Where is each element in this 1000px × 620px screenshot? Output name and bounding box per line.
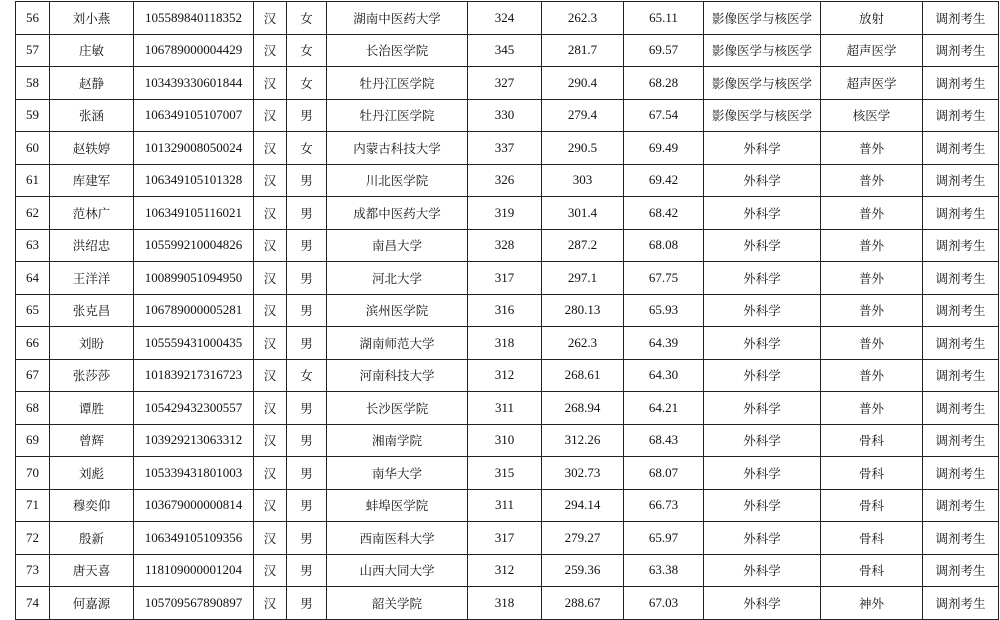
- school-cell: 南华大学: [327, 457, 468, 490]
- candidate-type-cell: 调剂考生: [923, 392, 999, 425]
- direction-cell: 核医学: [821, 99, 923, 132]
- preliminary-score-cell: 317: [468, 522, 542, 555]
- ethnicity-cell: 汉: [254, 34, 287, 67]
- total-score-cell: 68.28: [624, 67, 704, 100]
- preliminary-score-cell: 318: [468, 587, 542, 620]
- school-cell: 内蒙古科技大学: [327, 132, 468, 165]
- preliminary-score-cell: 337: [468, 132, 542, 165]
- exam-id-cell: 103439330601844: [134, 67, 254, 100]
- name-cell: 唐天喜: [50, 554, 134, 587]
- total-score-cell: 65.97: [624, 522, 704, 555]
- exam-id-cell: 106349105107007: [134, 99, 254, 132]
- exam-id-cell: 100899051094950: [134, 262, 254, 295]
- retest-score-cell: 303: [542, 164, 624, 197]
- retest-score-cell: 294.14: [542, 489, 624, 522]
- retest-score-cell: 279.4: [542, 99, 624, 132]
- total-score-cell: 67.54: [624, 99, 704, 132]
- major-cell: 影像医学与核医学: [704, 34, 821, 67]
- major-cell: 外科学: [704, 359, 821, 392]
- ethnicity-cell: 汉: [254, 197, 287, 230]
- direction-cell: 骨科: [821, 424, 923, 457]
- school-cell: 湖南师范大学: [327, 327, 468, 360]
- retest-score-cell: 288.67: [542, 587, 624, 620]
- seq-cell: 57: [16, 34, 50, 67]
- school-cell: 长沙医学院: [327, 392, 468, 425]
- exam-id-cell: 106349105101328: [134, 164, 254, 197]
- total-score-cell: 67.03: [624, 587, 704, 620]
- direction-cell: 普外: [821, 294, 923, 327]
- total-score-cell: 68.42: [624, 197, 704, 230]
- direction-cell: 普外: [821, 132, 923, 165]
- candidate-type-cell: 调剂考生: [923, 67, 999, 100]
- preliminary-score-cell: 312: [468, 554, 542, 587]
- exam-id-cell: 101329008050024: [134, 132, 254, 165]
- gender-cell: 女: [287, 67, 327, 100]
- name-cell: 庄敏: [50, 34, 134, 67]
- school-cell: 牡丹江医学院: [327, 67, 468, 100]
- total-score-cell: 68.07: [624, 457, 704, 490]
- preliminary-score-cell: 327: [468, 67, 542, 100]
- candidate-type-cell: 调剂考生: [923, 294, 999, 327]
- exam-id-cell: 118109000001204: [134, 554, 254, 587]
- total-score-cell: 64.21: [624, 392, 704, 425]
- gender-cell: 男: [287, 392, 327, 425]
- exam-id-cell: 105599210004826: [134, 229, 254, 262]
- preliminary-score-cell: 330: [468, 99, 542, 132]
- school-cell: 山西大同大学: [327, 554, 468, 587]
- major-cell: 外科学: [704, 164, 821, 197]
- ethnicity-cell: 汉: [254, 359, 287, 392]
- name-cell: 赵轶婷: [50, 132, 134, 165]
- total-score-cell: 64.30: [624, 359, 704, 392]
- preliminary-score-cell: 310: [468, 424, 542, 457]
- name-cell: 范林广: [50, 197, 134, 230]
- seq-cell: 73: [16, 554, 50, 587]
- direction-cell: 普外: [821, 262, 923, 295]
- seq-cell: 62: [16, 197, 50, 230]
- seq-cell: 72: [16, 522, 50, 555]
- gender-cell: 男: [287, 457, 327, 490]
- retest-score-cell: 268.94: [542, 392, 624, 425]
- table-row: [16, 522, 999, 555]
- name-cell: 洪绍忠: [50, 229, 134, 262]
- major-cell: 外科学: [704, 457, 821, 490]
- ethnicity-cell: 汉: [254, 489, 287, 522]
- ethnicity-cell: 汉: [254, 424, 287, 457]
- ethnicity-cell: 汉: [254, 67, 287, 100]
- table-row: [16, 359, 999, 392]
- retest-score-cell: 290.5: [542, 132, 624, 165]
- school-cell: 牡丹江医学院: [327, 99, 468, 132]
- table-row: [16, 294, 999, 327]
- candidate-type-cell: 调剂考生: [923, 554, 999, 587]
- exam-id-cell: 105589840118352: [134, 2, 254, 35]
- preliminary-score-cell: 318: [468, 327, 542, 360]
- total-score-cell: 69.42: [624, 164, 704, 197]
- direction-cell: 普外: [821, 327, 923, 360]
- preliminary-score-cell: 319: [468, 197, 542, 230]
- seq-cell: 61: [16, 164, 50, 197]
- direction-cell: 超声医学: [821, 34, 923, 67]
- preliminary-score-cell: 311: [468, 489, 542, 522]
- gender-cell: 女: [287, 34, 327, 67]
- name-cell: 赵静: [50, 67, 134, 100]
- table-row: [16, 132, 999, 165]
- ethnicity-cell: 汉: [254, 132, 287, 165]
- candidate-type-cell: 调剂考生: [923, 522, 999, 555]
- retest-score-cell: 279.27: [542, 522, 624, 555]
- table-row: [16, 587, 999, 620]
- retest-score-cell: 290.4: [542, 67, 624, 100]
- major-cell: 影像医学与核医学: [704, 99, 821, 132]
- seq-cell: 67: [16, 359, 50, 392]
- preliminary-score-cell: 328: [468, 229, 542, 262]
- major-cell: 外科学: [704, 587, 821, 620]
- exam-id-cell: 101839217316723: [134, 359, 254, 392]
- candidate-type-cell: 调剂考生: [923, 34, 999, 67]
- candidate-type-cell: 调剂考生: [923, 164, 999, 197]
- direction-cell: 放射: [821, 2, 923, 35]
- direction-cell: 普外: [821, 392, 923, 425]
- gender-cell: 男: [287, 587, 327, 620]
- table-row: [16, 164, 999, 197]
- total-score-cell: 69.57: [624, 34, 704, 67]
- candidate-type-cell: 调剂考生: [923, 424, 999, 457]
- table-row: [16, 457, 999, 490]
- major-cell: 外科学: [704, 392, 821, 425]
- name-cell: 王洋洋: [50, 262, 134, 295]
- total-score-cell: 69.49: [624, 132, 704, 165]
- retest-score-cell: 262.3: [542, 2, 624, 35]
- seq-cell: 66: [16, 327, 50, 360]
- gender-cell: 男: [287, 164, 327, 197]
- direction-cell: 普外: [821, 229, 923, 262]
- ethnicity-cell: 汉: [254, 327, 287, 360]
- total-score-cell: 66.73: [624, 489, 704, 522]
- ethnicity-cell: 汉: [254, 522, 287, 555]
- total-score-cell: 67.75: [624, 262, 704, 295]
- exam-id-cell: 106349105109356: [134, 522, 254, 555]
- admission-list-table: [15, 1, 999, 620]
- gender-cell: 男: [287, 424, 327, 457]
- seq-cell: 64: [16, 262, 50, 295]
- ethnicity-cell: 汉: [254, 554, 287, 587]
- name-cell: 库建军: [50, 164, 134, 197]
- school-cell: 河南科技大学: [327, 359, 468, 392]
- exam-id-cell: 106789000005281: [134, 294, 254, 327]
- preliminary-score-cell: 326: [468, 164, 542, 197]
- seq-cell: 58: [16, 67, 50, 100]
- ethnicity-cell: 汉: [254, 392, 287, 425]
- gender-cell: 男: [287, 489, 327, 522]
- gender-cell: 男: [287, 522, 327, 555]
- direction-cell: 骨科: [821, 522, 923, 555]
- major-cell: 影像医学与核医学: [704, 2, 821, 35]
- candidate-type-cell: 调剂考生: [923, 327, 999, 360]
- retest-score-cell: 297.1: [542, 262, 624, 295]
- school-cell: 湘南学院: [327, 424, 468, 457]
- ethnicity-cell: 汉: [254, 457, 287, 490]
- gender-cell: 男: [287, 327, 327, 360]
- gender-cell: 男: [287, 262, 327, 295]
- seq-cell: 71: [16, 489, 50, 522]
- school-cell: 河北大学: [327, 262, 468, 295]
- table-row: [16, 262, 999, 295]
- direction-cell: 普外: [821, 164, 923, 197]
- name-cell: 穆奕仰: [50, 489, 134, 522]
- table-row: [16, 197, 999, 230]
- gender-cell: 男: [287, 554, 327, 587]
- total-score-cell: 65.11: [624, 2, 704, 35]
- candidate-type-cell: 调剂考生: [923, 587, 999, 620]
- school-cell: 韶关学院: [327, 587, 468, 620]
- total-score-cell: 64.39: [624, 327, 704, 360]
- direction-cell: 骨科: [821, 554, 923, 587]
- major-cell: 外科学: [704, 294, 821, 327]
- direction-cell: 超声医学: [821, 67, 923, 100]
- school-cell: 长治医学院: [327, 34, 468, 67]
- preliminary-score-cell: 312: [468, 359, 542, 392]
- seq-cell: 74: [16, 587, 50, 620]
- preliminary-score-cell: 316: [468, 294, 542, 327]
- retest-score-cell: 280.13: [542, 294, 624, 327]
- exam-id-cell: 106349105116021: [134, 197, 254, 230]
- major-cell: 外科学: [704, 522, 821, 555]
- gender-cell: 男: [287, 294, 327, 327]
- ethnicity-cell: 汉: [254, 2, 287, 35]
- candidate-type-cell: 调剂考生: [923, 2, 999, 35]
- exam-id-cell: 103679000000814: [134, 489, 254, 522]
- major-cell: 影像医学与核医学: [704, 67, 821, 100]
- seq-cell: 69: [16, 424, 50, 457]
- major-cell: 外科学: [704, 424, 821, 457]
- major-cell: 外科学: [704, 327, 821, 360]
- gender-cell: 男: [287, 99, 327, 132]
- exam-id-cell: 103929213063312: [134, 424, 254, 457]
- seq-cell: 63: [16, 229, 50, 262]
- major-cell: 外科学: [704, 489, 821, 522]
- school-cell: 西南医科大学: [327, 522, 468, 555]
- name-cell: 谭胜: [50, 392, 134, 425]
- major-cell: 外科学: [704, 132, 821, 165]
- name-cell: 刘盼: [50, 327, 134, 360]
- direction-cell: 普外: [821, 359, 923, 392]
- total-score-cell: 68.08: [624, 229, 704, 262]
- gender-cell: 男: [287, 229, 327, 262]
- name-cell: 刘彪: [50, 457, 134, 490]
- table-row: [16, 99, 999, 132]
- candidate-type-cell: 调剂考生: [923, 197, 999, 230]
- preliminary-score-cell: 345: [468, 34, 542, 67]
- exam-id-cell: 105559431000435: [134, 327, 254, 360]
- preliminary-score-cell: 315: [468, 457, 542, 490]
- school-cell: 川北医学院: [327, 164, 468, 197]
- seq-cell: 56: [16, 2, 50, 35]
- name-cell: 刘小燕: [50, 2, 134, 35]
- candidate-type-cell: 调剂考生: [923, 132, 999, 165]
- name-cell: 殷新: [50, 522, 134, 555]
- retest-score-cell: 281.7: [542, 34, 624, 67]
- name-cell: 张克昌: [50, 294, 134, 327]
- exam-id-cell: 105709567890897: [134, 587, 254, 620]
- seq-cell: 70: [16, 457, 50, 490]
- table-row: [16, 229, 999, 262]
- ethnicity-cell: 汉: [254, 99, 287, 132]
- direction-cell: 骨科: [821, 457, 923, 490]
- direction-cell: 普外: [821, 197, 923, 230]
- name-cell: 张涵: [50, 99, 134, 132]
- ethnicity-cell: 汉: [254, 587, 287, 620]
- school-cell: 蚌埠医学院: [327, 489, 468, 522]
- retest-score-cell: 301.4: [542, 197, 624, 230]
- major-cell: 外科学: [704, 197, 821, 230]
- major-cell: 外科学: [704, 554, 821, 587]
- school-cell: 南昌大学: [327, 229, 468, 262]
- seq-cell: 59: [16, 99, 50, 132]
- ethnicity-cell: 汉: [254, 262, 287, 295]
- ethnicity-cell: 汉: [254, 229, 287, 262]
- name-cell: 何嘉源: [50, 587, 134, 620]
- gender-cell: 女: [287, 2, 327, 35]
- candidate-type-cell: 调剂考生: [923, 457, 999, 490]
- candidate-type-cell: 调剂考生: [923, 262, 999, 295]
- name-cell: 张莎莎: [50, 359, 134, 392]
- gender-cell: 女: [287, 359, 327, 392]
- total-score-cell: 68.43: [624, 424, 704, 457]
- preliminary-score-cell: 317: [468, 262, 542, 295]
- school-cell: 湖南中医药大学: [327, 2, 468, 35]
- ethnicity-cell: 汉: [254, 164, 287, 197]
- school-cell: 成都中医药大学: [327, 197, 468, 230]
- ethnicity-cell: 汉: [254, 294, 287, 327]
- candidate-type-cell: 调剂考生: [923, 489, 999, 522]
- total-score-cell: 65.93: [624, 294, 704, 327]
- table-row: [16, 327, 999, 360]
- preliminary-score-cell: 311: [468, 392, 542, 425]
- preliminary-score-cell: 324: [468, 2, 542, 35]
- candidate-type-cell: 调剂考生: [923, 359, 999, 392]
- gender-cell: 女: [287, 132, 327, 165]
- seq-cell: 60: [16, 132, 50, 165]
- gender-cell: 男: [287, 197, 327, 230]
- table-row: [16, 2, 999, 35]
- candidate-type-cell: 调剂考生: [923, 99, 999, 132]
- candidate-type-cell: 调剂考生: [923, 229, 999, 262]
- retest-score-cell: 287.2: [542, 229, 624, 262]
- major-cell: 外科学: [704, 262, 821, 295]
- retest-score-cell: 312.26: [542, 424, 624, 457]
- direction-cell: 神外: [821, 587, 923, 620]
- seq-cell: 68: [16, 392, 50, 425]
- retest-score-cell: 302.73: [542, 457, 624, 490]
- name-cell: 曾辉: [50, 424, 134, 457]
- exam-id-cell: 105429432300557: [134, 392, 254, 425]
- school-cell: 滨州医学院: [327, 294, 468, 327]
- seq-cell: 65: [16, 294, 50, 327]
- table-row: [16, 424, 999, 457]
- table-row: [16, 392, 999, 425]
- table-body: [16, 2, 999, 620]
- table-row: [16, 554, 999, 587]
- total-score-cell: 63.38: [624, 554, 704, 587]
- table-row: [16, 489, 999, 522]
- exam-id-cell: 106789000004429: [134, 34, 254, 67]
- direction-cell: 骨科: [821, 489, 923, 522]
- table-row: [16, 34, 999, 67]
- exam-id-cell: 105339431801003: [134, 457, 254, 490]
- table-row: [16, 67, 999, 100]
- retest-score-cell: 262.3: [542, 327, 624, 360]
- retest-score-cell: 259.36: [542, 554, 624, 587]
- retest-score-cell: 268.61: [542, 359, 624, 392]
- major-cell: 外科学: [704, 229, 821, 262]
